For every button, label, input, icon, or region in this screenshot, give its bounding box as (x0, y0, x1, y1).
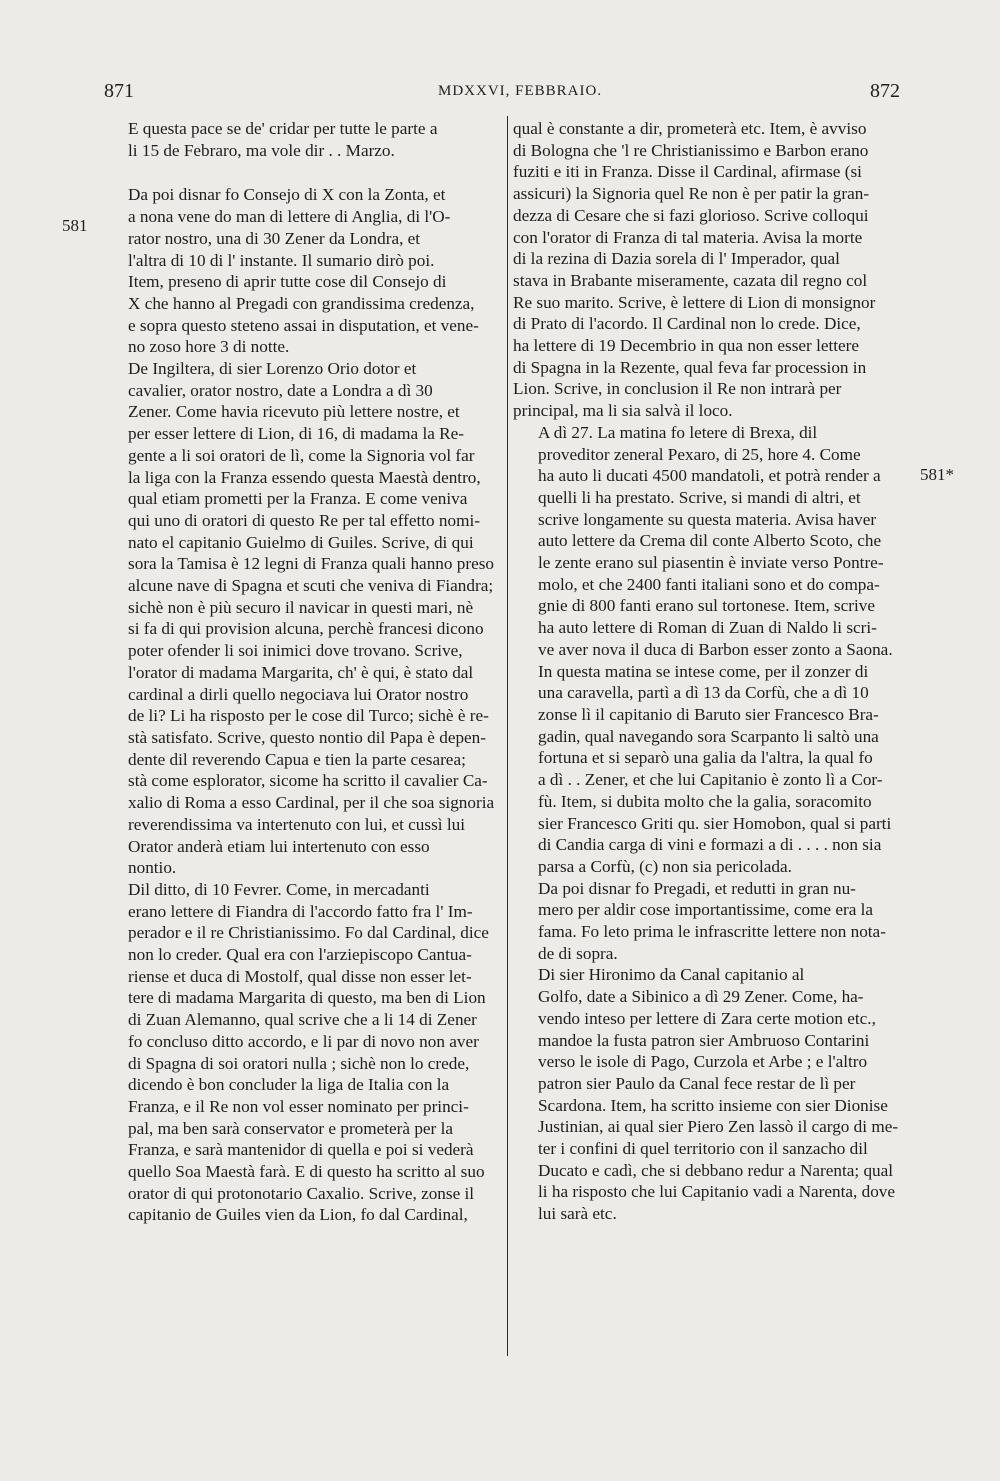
text-line: fama. Fo leto prima le infrascritte lettere non nota- (538, 922, 886, 942)
text-line: parsa a Corfù, (c) non sia pericolada. (538, 856, 792, 876)
text-line: fuziti e iti in Franza. Disse il Cardinal, afirmase (si (513, 162, 862, 182)
text-line: capitanio de Guiles vien da Lion, fo dal Cardinal, (128, 1205, 468, 1225)
text-line: di Candia carga di vini e formazi a di . . . . non sia (538, 835, 882, 855)
page-number-left: 871 (104, 80, 134, 102)
paragraph (513, 661, 915, 878)
text-line: con l'orator di Franza di tal materia. Avisa la morte (513, 227, 863, 247)
paragraph (103, 118, 498, 161)
text-line: Zener. Come havia ricevuto più lettere nostre, et (128, 402, 460, 422)
margin-number-right: 581* (920, 465, 954, 484)
text-line: mero per aldir cose importantissime, come era la (538, 900, 874, 920)
text-line: cardinal a dirli quello negociava lui Orator nostro (128, 684, 469, 704)
text-line: dicendo è bon concluder la liga de Italia con la (128, 1075, 450, 1095)
text-line: gnie di 800 fanti erano sul tortonese. Item, scrive (538, 596, 875, 616)
left-column (103, 118, 498, 1226)
text-line: orator di qui protonotario Caxalio. Scrive, zonse il (128, 1183, 475, 1203)
text-line: la liga con la Franza essendo questa Maestà dentro, (128, 467, 481, 487)
text-line: sier Francesco Griti qu. sier Homobon, qual si parti (538, 813, 892, 833)
text-line: principal, ma li sia salvà il loco. (513, 401, 733, 421)
text-line: fo concluso ditto accordo, e li par di novo non aver (128, 1031, 479, 1051)
text-line: qual etiam prometti per la Franza. E come veniva (128, 489, 468, 509)
text-line: De Ingiltera, di sier Lorenzo Orio dotor et (128, 359, 417, 379)
paragraph (103, 184, 498, 271)
text-line: e sopra questo steteno assai in disputation, et vene- (128, 315, 479, 335)
text-line: Franza, e il Re non vol esser nominato per princi- (128, 1096, 469, 1116)
paragraph (513, 878, 915, 965)
text-line: di Bologna che 'l re Christianissimo e Barbon erano (513, 140, 869, 160)
text-line: tere di madama Margarita di questo, ma ben di Lion (128, 988, 486, 1008)
text-line: pal, ma ben sarà conservator e prometerà per la (128, 1118, 453, 1138)
column-divider (507, 116, 508, 1356)
text-line: gadin, qual navegando sora Scarpanto li saltò una (538, 726, 879, 746)
text-line: Da poi disnar fo Consejo di X con la Zonta, et (128, 185, 446, 205)
page-number-right: 872 (870, 80, 900, 102)
text-line: gente a li soi oratori de lì, come la Signoria vol far (128, 445, 475, 465)
text-line: quello Soa Maestà farà. E di questo ha scritto al suo (128, 1162, 485, 1182)
text-line: rator nostro, una di 30 Zener da Londra, et (128, 228, 421, 248)
text-line: vendo inteso per lettere di Zara certe motion etc., (538, 1008, 876, 1028)
text-line: assicuri) la Signoria quel Re non è per patir la gran- (513, 184, 870, 204)
text-line: sichè non è più securo il navicar in questi mari, nè (128, 597, 474, 617)
text-line: X che hanno al Pregadi con grandissima credenza, (128, 293, 475, 313)
text-line: ter i confini di quel territorio con il sanzacho dil (538, 1139, 868, 1159)
text-line: per esser lettere di Lion, di 16, di madama la Re- (128, 424, 464, 444)
text-line: li ha risposto che lui Capitanio vadi a Narenta, dove (538, 1182, 896, 1202)
running-title: MDXXVI, FEBBRAIO. (438, 83, 603, 99)
paragraph (103, 271, 498, 358)
text-line: fù. Item, si dubita molto che la galia, soracomito (538, 791, 872, 811)
text-line: Golfo, date a Sibinico a dì 29 Zener. Come, ha- (538, 987, 864, 1007)
text-line: l'orator di madama Margarita, ch' è qui, è stato dal (128, 662, 474, 682)
text-line: xalio di Roma a esso Cardinal, per il che soa signoria (128, 793, 495, 813)
text-line: stà satisfato. Scrive, questo nontio dil Papa è depen- (128, 727, 486, 747)
text-line: de di sopra. (538, 943, 618, 963)
paragraph (513, 118, 915, 422)
text-line: nontio. (128, 858, 177, 878)
text-line: molo, et che 2400 fanti italiani sono et do compa- (538, 574, 880, 594)
text-line: cavalier, orator nostro, date a Londra a dì 30 (128, 380, 433, 400)
text-line: nato el capitanio Guielmo di Guiles. Scrive, di qui (128, 532, 474, 552)
text-line: A dì 27. La matina fo letere di Brexa, dil (538, 422, 818, 442)
text-line: alcune nave di Spagna et scuti che veniva di Fiandra; (128, 576, 494, 596)
text-line: patron sier Paulo da Canal fece restar de lì per (538, 1073, 856, 1093)
text-line: perador e il re Christianissimo. Fo dal Cardinal, dice (128, 923, 489, 943)
margin-number-left: 581 (62, 216, 88, 235)
text-line: di Spagna in la Rezente, qual feva far procession in (513, 357, 867, 377)
text-line: Item, preseno di aprir tutte cose dil Consejo di (128, 272, 447, 292)
text-line: Scardona. Item, ha scritto insieme con sier Dionise (538, 1095, 888, 1115)
text-line: quelli li ha prestato. Scrive, si mandi di altri, et (538, 487, 861, 507)
text-line: erano lettere di Fiandra di l'accordo fatto fra l' Im- (128, 901, 473, 921)
text-line: di Prato di l'acordo. Il Cardinal non lo crede. Dice, (513, 314, 861, 334)
text-line: Ducato e cadì, che si debbano redur a Narenta; qual (538, 1160, 894, 1180)
text-line: qui uno di oratori di questo Re per tal effetto nomi- (128, 510, 480, 530)
text-line: E questa pace se de' cridar per tutte le parte a (128, 119, 438, 138)
text-line: lui sarà etc. (538, 1204, 617, 1224)
text-line: proveditor zeneral Pexaro, di 25, hore 4. Come (538, 444, 861, 464)
paragraph (513, 964, 915, 1224)
text-line: stà come esplorator, sicome ha scritto il cavalier Ca- (128, 771, 488, 791)
text-line: ha lettere di 19 Decembrio in qua non esser lettere (513, 336, 859, 356)
text-line: di Zuan Alemanno, qual scrive che a li 14 di Zener (128, 1010, 477, 1030)
paragraph (103, 879, 498, 1226)
text-line: Franza, e sarà mantenidor di quella e poi si vederà (128, 1140, 474, 1160)
text-line: Lion. Scrive, in conclusion il Re non intrarà per (513, 379, 842, 399)
text-line: Re suo marito. Scrive, è lettere di Lion di monsignor (513, 292, 876, 312)
text-line: li 15 de Febraro, ma vole dir . . Marzo. (128, 140, 395, 160)
paragraph (103, 358, 498, 879)
text-line: Justinian, ai qual sier Piero Zen lassò il cargo di me- (538, 1117, 899, 1137)
right-column (513, 118, 915, 1225)
text-line: di la rezina di Dazia sorela di l' Imperador, qual (513, 249, 840, 269)
text-line: le zente erano sul piasentin è inviate verso Pontre- (538, 553, 884, 573)
text-line: non lo creder. Qual era con l'arziepiscopo Cantua- (128, 945, 472, 965)
text-line: a nona vene do man di lettere di Anglia, di l'O- (128, 207, 451, 227)
text-line: auto lettere da Crema dil conte Alberto Scoto, che (538, 531, 882, 551)
text-line: no zoso hore 3 di notte. (128, 337, 290, 357)
text-line: di Spagna di soi oratori nulla ; sichè non lo crede, (128, 1053, 470, 1073)
text-line: qual è constante a dir, prometerà etc. Item, è avviso (513, 119, 867, 138)
text-line: sora la Tamisa è 12 legni di Franza quali hanno preso (128, 554, 494, 574)
text-line: dente dil reverendo Capua e tien la parte cesarea; (128, 749, 466, 769)
text-line: riense et duca di Mostolf, qual disse non esser let- (128, 966, 472, 986)
text-line: ha auto li ducati 4500 mandatoli, et potrà render a (538, 466, 881, 486)
text-line: ve aver nova il duca di Barbon esser zonto a Saona. (538, 639, 893, 659)
text-line: una caravella, partì a dì 13 da Corfù, che a dì 10 (538, 683, 869, 703)
text-line: stava in Brabante miseramente, cazata dil regno col (513, 270, 868, 290)
text-line: verso le isole di Pago, Curzola et Arbe ; e l'altro (538, 1052, 868, 1072)
text-line: dezza di Cesare che si fazi glorioso. Scrive colloqui (513, 205, 869, 225)
text-line: In questa matina se intese come, per il zonzer di (538, 661, 869, 681)
text-line: Da poi disnar fo Pregadi, et redutti in gran nu- (538, 878, 856, 898)
text-line: de li? Li ha risposto per le cose dil Turco; sichè è re- (128, 706, 489, 726)
text-line: Di sier Hironimo da Canal capitanio al (538, 965, 805, 985)
text-line: scrive longamente su questa materia. Avisa haver (538, 509, 877, 529)
text-line: poter ofender li soi inimici dove trovano. Scrive, (128, 641, 463, 661)
text-line: a dì . . Zener, et che lui Capitanio è zonto lì a Cor- (538, 770, 883, 790)
text-line: fortuna et si separò una galia da l'altra, la qual fo (538, 748, 873, 768)
text-line: Orator anderà etiam lui intertenuto con esso (128, 836, 430, 856)
text-line: si fa di qui provision alcuna, perchè francesi dicono (128, 619, 484, 639)
text-line: reverendissima va intertenuto con lui, et cussì lui (128, 814, 465, 834)
text-line: Dil ditto, di 10 Fevrer. Come, in mercadanti (128, 879, 430, 899)
text-line: mandoe la fusta patron sier Ambruoso Contarini (538, 1030, 870, 1050)
text-line: l'altra di 10 di l' instante. Il sumario dirò poi. (128, 250, 435, 270)
text-line: zonse lì il capitanio di Baruto sier Francesco Bra- (538, 704, 879, 724)
text-line: ha auto lettere di Roman di Zuan di Naldo li scri- (538, 618, 877, 638)
paragraph (513, 422, 915, 661)
